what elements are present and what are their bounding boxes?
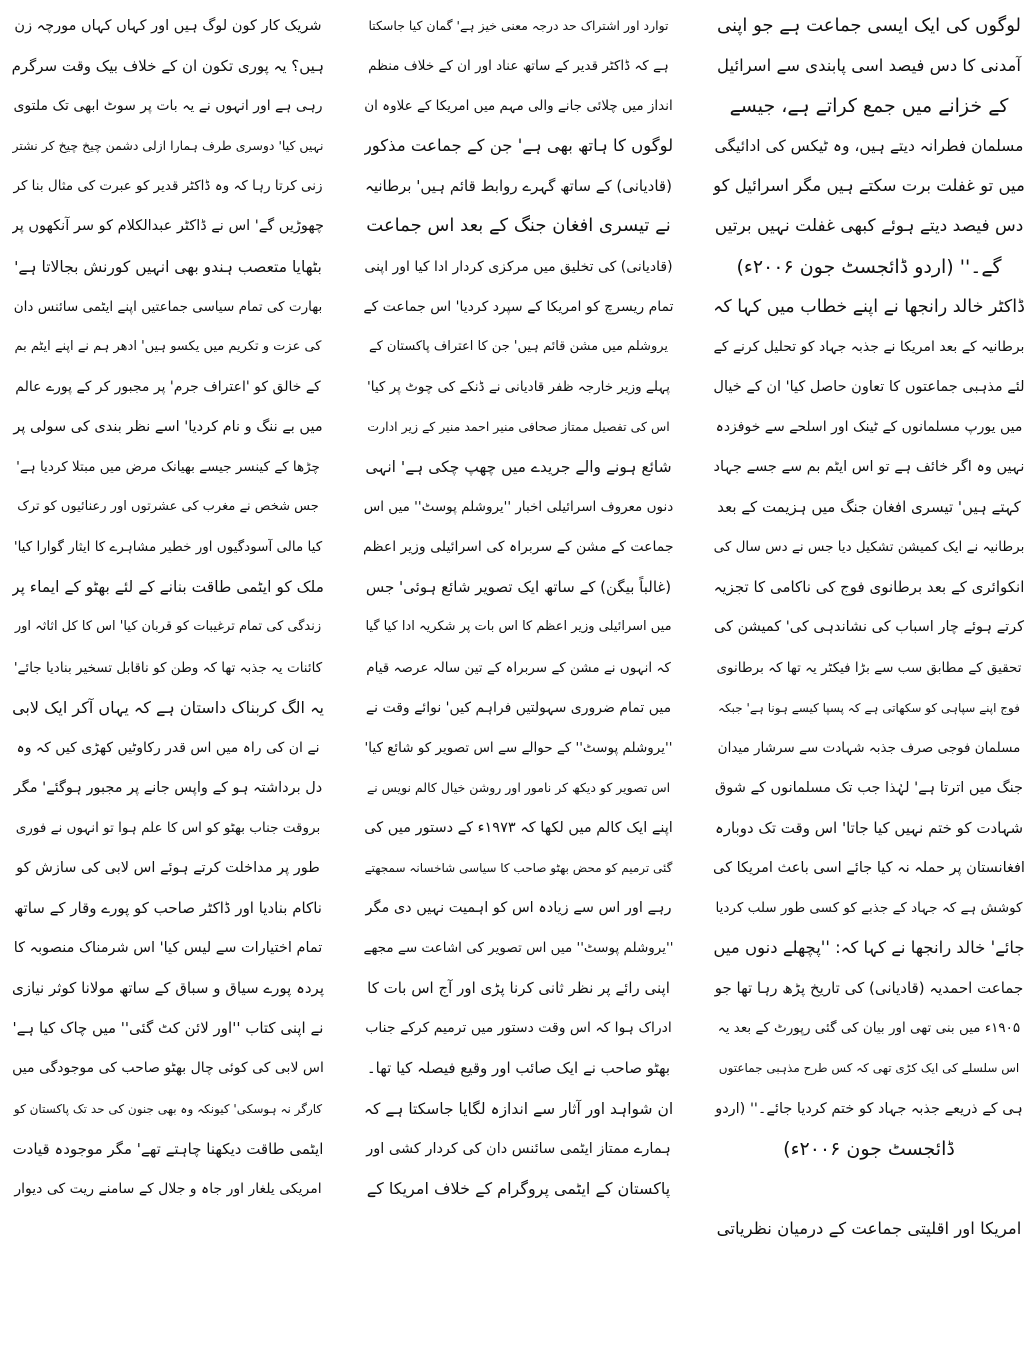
text-column-left <box>10 6 328 1360</box>
text-column-middle <box>360 6 678 1360</box>
text-line: رہی ہے اور انہوں نے یہ بات پر سوٹ ابھی تک ملتوی <box>13 98 323 115</box>
text-line: کے خزانے میں جمع کراتے ہے، جیسے <box>729 95 1009 118</box>
text-line: چھوڑیں گے' اس نے ڈاکٹر عبدالکلام کو سر آنکھوں پر <box>12 218 324 235</box>
text-line: (قادیانی) کے ساتھ گہرے روابط قائم ہیں' برطانیہ <box>365 177 672 196</box>
text-line: ان شواہد اور آثار سے اندازہ لگایا جاسکتا ہے کہ <box>363 1099 674 1118</box>
text-line: ڈاکٹر خالد رانجھا نے اپنے خطاب میں کہا کہ <box>713 296 1025 317</box>
text-line: اپنے ایک کالم میں لکھا کہ ۱۹۷۳ء کے دستور میں کی <box>364 819 673 836</box>
text-line: نے اپنی کتاب ''اور لائن کٹ گئی'' میں چاک کیا ہے' <box>12 1019 324 1038</box>
text-line: پاکستان کے ایٹمی پروگرام کے خلاف امریکا کے <box>366 1178 671 1198</box>
text-line: میں اسرائیلی وزیر اعظم کا اس بات پر شکریہ ادا کیا گیا <box>365 619 672 635</box>
text-line: ہی کے ذریعے جذبہ جہاد کو ختم کردیا جائے۔'' (اردو <box>715 1100 1023 1117</box>
text-line: جس شخص نے مغرب کی عشرتوں اور رعنائیوں کو ترک <box>17 499 319 515</box>
text-line: ادراک ہوا کہ اس وقت دستور میں ترمیم کرکے جناب <box>365 1020 672 1037</box>
text-line: ۱۹۰۵ء میں بنی تھی اور بیان کی گئی رپورٹ کے بعد یہ <box>717 1020 1021 1037</box>
text-line: ہمارے ممتاز ایٹمی سائنس دان کی کردار کشی اور <box>366 1140 671 1157</box>
text-line: ملک کو ایٹمی طاقت بنانے کے لئے بھٹو کے ایماء پر <box>12 578 324 597</box>
text-line: تمام ریسرچ کو امریکا کے سپرد کردیا' اس جماعت کے <box>363 298 674 315</box>
text-line: پہلے وزیر خارجہ ظفر قادیانی نے ڈنکے کی چوٹ پر کیا' <box>367 378 670 395</box>
text-line: جماعت احمدیہ (قادیانی) کی تاریخ پڑھ رہا تھا جو <box>714 979 1024 998</box>
text-line: زندگی کی تمام ترغیبات کو قربان کیا' اس کا کل اثاثہ اور <box>14 619 322 635</box>
text-line: اس لابی کی کوئی چال بھٹو صاحب کی موجودگی میں <box>12 1060 324 1077</box>
text-line: جائے' خالد رانجھا نے کہا کہ: ''پچھلے دنوں میں <box>713 938 1025 958</box>
text-line: لئے مذہبی جماعتوں کا تعاون حاصل کیا' ان کے خیال <box>713 378 1025 395</box>
text-line: نہیں کیا' دوسری طرف ہمارا ازلی دشمن چیخ چیخ کر نشتر <box>12 138 324 154</box>
text-line: شریک کار کون لوگ ہیں اور کہاں کہاں مورچہ زن <box>14 18 322 34</box>
text-line <box>713 1169 1025 1209</box>
text-line: انکوائری کے بعد برطانوی فوج کی ناکامی کا تجزیہ <box>713 578 1025 597</box>
text-line: امریکا اور اقلیتی جماعت کے درمیان نظریاتی <box>716 1218 1022 1238</box>
text-line: بٹھایا متعصب ہندو بھی انہیں کورنش بجالاتا ہے' <box>14 257 322 276</box>
text-line: ناکام بنادیا اور ڈاکٹر صاحب کو پورے وقار کے ساتھ <box>14 899 322 918</box>
text-column-right <box>709 6 1027 1360</box>
text-line: ہیں؟ یہ پوری تکون ان کے خلاف بیک وقت سرگرم <box>12 57 324 76</box>
text-line: امریکی یلغار اور جاہ و جلال کے سامنے ریت کی دیوار <box>14 1180 322 1197</box>
text-line: کہتے ہیں' تیسری افغان جنگ میں ہزیمت کے بعد <box>717 498 1021 517</box>
text-line: کی عزت و تکریم میں یکسو ہیں' ادھر ہم نے اپنے ایٹم بم <box>14 338 322 354</box>
text-line: مسلمان فوجی صرف جذبہ شہادت سے سرشار میدان <box>717 739 1021 756</box>
text-line: تحقیق کے مطابق سب سے بڑا فیکٹر یہ تھا کہ برطانوی <box>716 659 1022 676</box>
text-line: تمام اختیارات سے لیس کیا' اس شرمناک منصوبہ کا <box>13 940 323 957</box>
text-line: مسلمان فطرانہ دیتے ہیں، وہ ٹیکس کی ادائیگی <box>714 137 1024 156</box>
text-line: کہ انہوں نے مشن کے سربراہ کے تین سالہ عرصہ قیام <box>366 659 671 676</box>
text-line: نے تیسری افغان جنگ کے بعد اس جماعت <box>366 215 671 237</box>
text-line: نہیں وہ اگر خائف ہے تو اس ایٹم بم سے جسے جہاد <box>713 459 1025 476</box>
text-line: لوگوں کا ہاتھ بھی ہے' جن کے جماعت مذکور <box>363 136 674 156</box>
text-line: دل برداشتہ ہو کے واپس جانے پر مجبور ہوگئے' مگر <box>13 779 323 796</box>
text-line: میں بے ننگ و نام کردیا' اسے نظر بندی کی سولی پر <box>13 418 323 435</box>
text-line: جماعت کے مشن کے سربراہ کی اسرائیلی وزیر اعظم <box>363 539 674 556</box>
text-line: اس تصویر کو دیکھ کر نامور اور روشن خیال کالم نویس نے <box>366 779 671 795</box>
text-line: دنوں معروف اسرائیلی اخبار ''یروشلم پوسٹ'' میں اس <box>363 499 674 516</box>
text-line: ''یروشلم پوسٹ'' میں اس تصویر کی اشاعت سے مجھے <box>363 940 674 957</box>
text-line: شائع ہونے والے جریدے میں چھپ چکی ہے' انہی <box>365 458 672 477</box>
text-line: طور پر مداخلت کرتے ہوئے اس لابی کی سازش کو <box>16 859 320 876</box>
text-line: یہ الگ کربناک داستان ہے کہ یہاں آکر ایک لابی <box>12 697 324 717</box>
text-line: اپنی رائے پر نظر ثانی کرنا پڑی اور آج اس بات کا <box>367 979 670 998</box>
text-line: بروقت جناب بھٹو کو اس کا علم ہوا تو انہوں نے فوری <box>15 819 321 836</box>
text-line: دس فیصد دیتے ہوئے کبھی غفلت نہیں برتیں <box>714 216 1024 237</box>
text-line: بھٹو صاحب نے ایک صائب اور وقیع فیصلہ کیا تھا۔ <box>366 1059 671 1078</box>
text-line: ہے کہ ڈاکٹر قدیر کے ساتھ عناد اور ان کے خلاف منظم <box>368 58 669 75</box>
text-line: جنگ میں اترتا ہے' لہٰذا جب تک مسلمانوں کے شوق <box>714 779 1023 796</box>
text-line: فوج اپنے سپاہی کو سکھاتی ہے کہ پسپا کیسے ہونا ہے' جبکہ <box>718 700 1020 715</box>
text-line: توارد اور اشتراک حد درجہ معنی خیز ہے' گمان کیا جاسکتا <box>368 18 669 33</box>
text-line: ''یروشلم پوسٹ'' کے حوالے سے اس تصویر کو شائع کیا' <box>364 739 673 756</box>
text-line: میں تو غفلت برت سکتے ہیں مگر اسرائیل کو <box>713 176 1025 196</box>
text-line: گئی ترمیم کو محض بھٹو صاحب کا سیاسی شاخسانہ سمجھتے <box>364 860 673 875</box>
text-line: ایٹمی طاقت دیکھنا چاہتے تھے' مگر موجودہ قیادت <box>12 1139 324 1158</box>
text-line: کوشش ہے کہ جہاد کے جذبے کو کسی طور سلب کردیا <box>715 900 1023 917</box>
text-line: یروشلم میں مشن قائم ہیں' جن کا اعتراف پاکستان کے <box>368 338 669 354</box>
text-line: برطانیہ نے ایک کمیشن تشکیل دیا جس نے دس سال کی <box>713 539 1025 556</box>
text-line: (قادیانی) کی تخلیق میں مرکزی کردار ادا کیا اور اپنی <box>364 258 673 275</box>
text-line: کارگر نہ ہوسکی' کیونکہ وہ بھی جنون کی حد تک پاکستان کو <box>13 1101 323 1116</box>
text-line: افغانستان پر حملہ نہ کیا جائے اسی باعث امریکا کی <box>713 859 1025 876</box>
text-line: لوگوں کی ایک ایسی جماعت ہے جو اپنی <box>716 15 1022 36</box>
text-line: ڈائجسٹ جون ۲۰۰۶ء) <box>783 1137 955 1160</box>
text-line: میں یورپ مسلمانوں کے ٹینک اور اسلحے سے خوفزدہ <box>715 418 1023 435</box>
text-line: پردہ پورے سیاق و سباق کے ساتھ مولانا کوثر نیازی <box>12 979 324 998</box>
text-line: انداز میں چلائی جانے والی مہم میں امریکا کے علاوہ ان <box>364 98 673 115</box>
text-line: (غالباً بیگن) کے ساتھ ایک تصویر شائع ہوئی' جس <box>365 578 672 597</box>
text-line: زنی کرتا رہا کہ وہ ڈاکٹر قدیر کو عبرت کی مثال بنا کر <box>13 178 323 195</box>
text-line: نے ان کی راہ میں اس قدر رکاوٹیں کھڑی کیں کہ وہ <box>16 739 320 756</box>
text-line: اس سلسلے کی ایک کڑی تھی کہ کس طرح مذہبی جماعتوں <box>718 1061 1020 1076</box>
text-line: بھارت کی تمام سیاسی جماعتیں اپنے ایٹمی سائنس دان <box>13 298 323 315</box>
text-line: شہادت کو ختم نہیں کیا جاتا' اس وقت تک دوبارہ <box>714 818 1024 837</box>
text-line: کیا مالی آسودگیوں اور خطیر مشاہرے کا ایثار گوارا کیا' <box>13 539 323 556</box>
text-line: برطانیہ کے بعد امریکا نے جذبہ جہاد کو تحلیل کرنے کے <box>713 338 1025 355</box>
text-line: کائنات یہ جذبہ تھا کہ وطن کو ناقابل تسخیر بنادیا جائے' <box>13 659 323 676</box>
text-line: گے۔'' (اردو ڈائجسٹ جون ۲۰۰۶ء) <box>736 255 1002 278</box>
text-line: اس کی تفصیل ممتاز صحافی منیر احمد منیر کے زیر ادارت <box>367 418 670 434</box>
text-line: کرتے ہوئے چار اسباب کی نشاندہی کی' کمیشن کی <box>713 619 1025 636</box>
text-line: میں تمام ضروری سہولتیں فراہم کیں' نوائے وقت نے <box>365 699 672 716</box>
text-line: رہے اور اس سے زیادہ اس کو اہمیت نہیں دی مگر <box>365 900 672 917</box>
text-line: کے خالق کو 'اعتراف جرم' پر مجبور کر کے پورے عالم <box>15 378 321 395</box>
text-line: چڑھا کے کینسر جیسے بھیانک مرض میں مبتلا کردیا ہے' <box>16 459 320 476</box>
text-line: آمدنی کا دس فیصد اسی پابندی سے اسرائیل <box>717 56 1021 76</box>
